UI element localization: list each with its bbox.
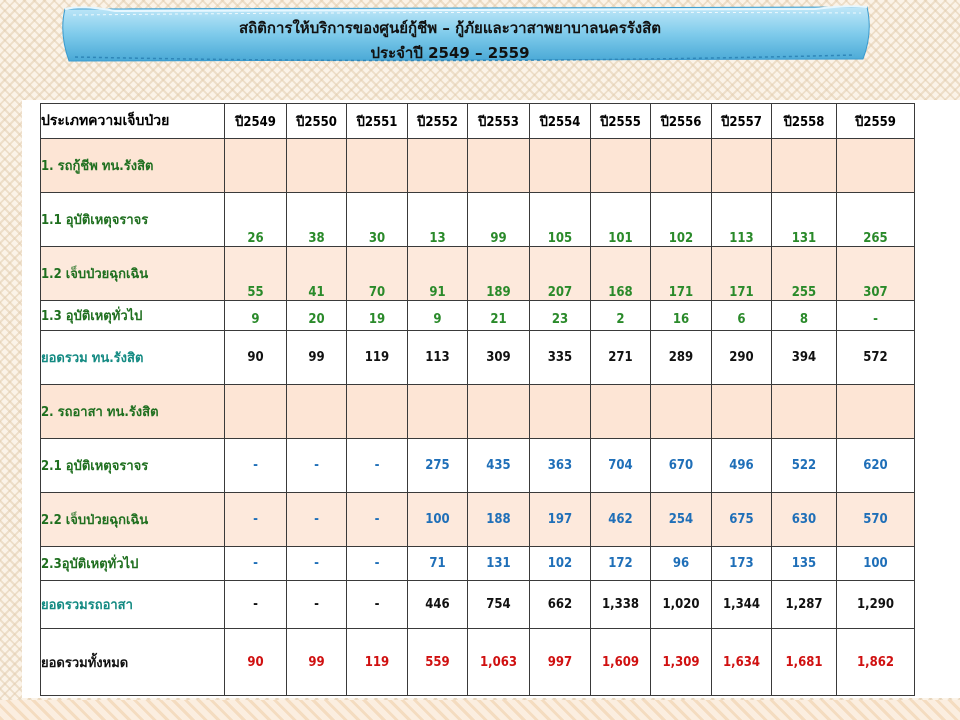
table-cell: - [225, 439, 287, 493]
table-cell: 119 [347, 629, 408, 696]
table-cell: 102 [530, 547, 591, 581]
table-cell: 8 [772, 301, 837, 331]
table-cell: 394 [772, 331, 837, 385]
table-cell: 1,344 [712, 581, 772, 629]
year-header: ปี2557 [712, 104, 772, 139]
table-cell: 9 [225, 301, 287, 331]
year-header: ปี2558 [772, 104, 837, 139]
table-row [41, 581, 915, 629]
table-cell: 1,862 [837, 629, 915, 696]
table-cell: 496 [712, 439, 772, 493]
table-cell: 96 [651, 547, 712, 581]
table-cell: 70 [347, 247, 408, 301]
table-cell: 570 [837, 493, 915, 547]
table-cell: 100 [837, 547, 915, 581]
table-row-total [41, 629, 915, 696]
row-label: 2.2 เจ็บป่วยฉุกเฉิน [41, 493, 225, 547]
table-cell: 113 [712, 193, 772, 247]
table-cell: 572 [837, 331, 915, 385]
table-cell: 23 [530, 301, 591, 331]
table-row [41, 493, 915, 547]
table-cell: 20 [287, 301, 347, 331]
table-cell: 90 [225, 629, 287, 696]
table-cell: 255 [772, 247, 837, 301]
table-row [41, 385, 915, 439]
table-cell: 1,290 [837, 581, 915, 629]
row-label: 1.2 เจ็บป่วยฉุกเฉิน [41, 247, 225, 301]
table-cell: 101 [591, 193, 651, 247]
table-cell: 670 [651, 439, 712, 493]
table-cell: 21 [468, 301, 530, 331]
table-cell: 9 [408, 301, 468, 331]
table-cell: 559 [408, 629, 468, 696]
table-cell: - [287, 547, 347, 581]
table-cell: 6 [712, 301, 772, 331]
table-cell: 254 [651, 493, 712, 547]
table-cell: - [287, 439, 347, 493]
bottom-decoration [0, 700, 960, 720]
year-header: ปี2556 [651, 104, 712, 139]
table-cell: 675 [712, 493, 772, 547]
row-label: 1.3 อุบัติเหตุทั่วไป [41, 301, 225, 331]
table-cell: 207 [530, 247, 591, 301]
table-cell: 168 [591, 247, 651, 301]
row-label: ยอดรวมทั้งหมด [41, 629, 225, 696]
table-cell: 16 [651, 301, 712, 331]
table-cell: 99 [287, 331, 347, 385]
title-line-2: ประจำปี 2549 – 2559 [370, 44, 530, 62]
table-cell: - [225, 547, 287, 581]
header-label: ประเภทความเจ็บป่วย [41, 104, 225, 139]
year-header: ปี2549 [225, 104, 287, 139]
table-cell: 172 [591, 547, 651, 581]
table-cell: 13 [408, 193, 468, 247]
table-cell: 55 [225, 247, 287, 301]
year-header: ปี2551 [347, 104, 408, 139]
table-row [41, 139, 915, 193]
table-cell: 620 [837, 439, 915, 493]
table-cell: 41 [287, 247, 347, 301]
year-header: ปี2550 [287, 104, 347, 139]
table-cell: 71 [408, 547, 468, 581]
table-cell: - [837, 301, 915, 331]
row-label: ยอดรวม ทน.รังสิต [41, 331, 225, 385]
table-cell: 100 [408, 493, 468, 547]
table-cell: 30 [347, 193, 408, 247]
table-cell: 1,681 [772, 629, 837, 696]
table-cell: - [225, 493, 287, 547]
table-cell: 363 [530, 439, 591, 493]
table-cell: 1,287 [772, 581, 837, 629]
row-label: 1.1 อุบัติเหตุจราจร [41, 193, 225, 247]
table-cell: 171 [712, 247, 772, 301]
table-cell: 26 [225, 193, 287, 247]
table-cell: 19 [347, 301, 408, 331]
row-label: 2.1 อุบัติเหตุจราจร [41, 439, 225, 493]
table-cell: 171 [651, 247, 712, 301]
table-cell: 99 [468, 193, 530, 247]
table-row [41, 547, 915, 581]
table-cell: 99 [287, 629, 347, 696]
year-header: ปี2559 [837, 104, 915, 139]
table-row [41, 193, 915, 247]
table-row [41, 439, 915, 493]
title-line-1: สถิติการให้บริการของศูนย์กู้ชีพ – กู้ภัยและวาสาพยาบาลนครรังสิต [238, 19, 662, 37]
table-cell: 754 [468, 581, 530, 629]
table-cell: 2 [591, 301, 651, 331]
table-header-row [41, 104, 915, 139]
table-cell: 131 [468, 547, 530, 581]
table-cell: 38 [287, 193, 347, 247]
table-cell: 446 [408, 581, 468, 629]
table-cell: 91 [408, 247, 468, 301]
table-cell: - [287, 493, 347, 547]
table-cell: 435 [468, 439, 530, 493]
table-cell: 135 [772, 547, 837, 581]
table-cell: 1,063 [468, 629, 530, 696]
row-label: 2. รถอาสา ทน.รังสิต [41, 385, 225, 439]
table-cell: - [347, 581, 408, 629]
table-cell: 189 [468, 247, 530, 301]
table-cell: 105 [530, 193, 591, 247]
table-cell: - [287, 581, 347, 629]
table-cell: - [347, 493, 408, 547]
table-cell: 265 [837, 193, 915, 247]
year-header: ปี2553 [468, 104, 530, 139]
table-cell: 290 [712, 331, 772, 385]
table-cell: 522 [772, 439, 837, 493]
table-cell: 997 [530, 629, 591, 696]
table-cell: 197 [530, 493, 591, 547]
table-cell: - [347, 439, 408, 493]
table-cell: 662 [530, 581, 591, 629]
table-cell: 630 [772, 493, 837, 547]
table-cell: 173 [712, 547, 772, 581]
year-header: ปี2555 [591, 104, 651, 139]
table-row [41, 331, 915, 385]
table-cell: 271 [591, 331, 651, 385]
table-cell: 309 [468, 331, 530, 385]
table-cell: 131 [772, 193, 837, 247]
year-header: ปี2552 [408, 104, 468, 139]
table-cell: 113 [408, 331, 468, 385]
table-cell: 102 [651, 193, 712, 247]
table-cell: 90 [225, 331, 287, 385]
table-cell: 704 [591, 439, 651, 493]
row-label: ยอดรวมรถอาสา [41, 581, 225, 629]
table-cell: - [225, 581, 287, 629]
table-cell: - [347, 547, 408, 581]
table-cell: 275 [408, 439, 468, 493]
table-row [41, 247, 915, 301]
table-cell: 188 [468, 493, 530, 547]
table-cell: 1,309 [651, 629, 712, 696]
statistics-table [40, 103, 915, 696]
table-cell: 119 [347, 331, 408, 385]
table-cell: 1,634 [712, 629, 772, 696]
table-cell: 307 [837, 247, 915, 301]
table-cell: 1,609 [591, 629, 651, 696]
table-cell: 289 [651, 331, 712, 385]
table-cell: 335 [530, 331, 591, 385]
row-label: 2.3อุบัติเหตุทั่วไป [41, 547, 225, 581]
table-cell: 462 [591, 493, 651, 547]
row-label: 1. รถกู้ชีพ ทน.รังสิต [41, 139, 225, 193]
table-row [41, 301, 915, 331]
table-cell: 1,338 [591, 581, 651, 629]
year-header: ปี2554 [530, 104, 591, 139]
table-cell: 1,020 [651, 581, 712, 629]
